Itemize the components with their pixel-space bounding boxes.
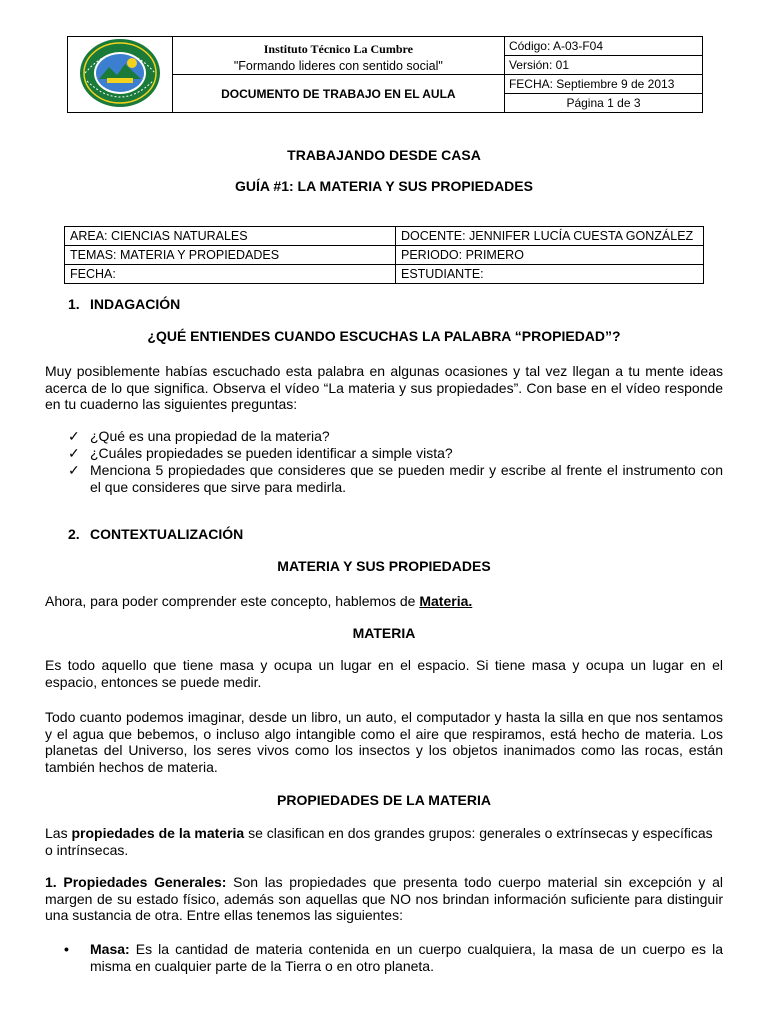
- section1-question: ¿QUÉ ENTIENDES CUANDO ESCUCHAS LA PALABRA “PROPIEDAD”?: [147, 328, 621, 344]
- info-topics: TEMAS: MATERIA Y PROPIEDADES: [65, 246, 396, 265]
- general-properties-text: Son las propiedades que presenta todo cuerpo material sin excepción y al margen de su estado físico, además son aquellas que NO nos brindan información suficiente para distinguir una sustancia de otra. Entre ellas tenemos las siguientes:: [45, 874, 723, 923]
- properties-pre: Las: [45, 825, 68, 841]
- question-item: [68, 428, 723, 445]
- checkmark-icon: ✓: [68, 428, 80, 444]
- properties-heading: PROPIEDADES DE LA MATERIA: [277, 792, 491, 808]
- section1-heading: INDAGACIÓN: [90, 296, 181, 312]
- general-properties-label: 1. Propiedades Generales:: [45, 874, 227, 890]
- doc-code: Código: A-03-F04: [504, 37, 702, 56]
- section2-intro: [45, 593, 723, 610]
- list-item: [64, 941, 723, 974]
- materia-paragraph-1: Es todo aquello que tiene masa y ocupa un lugar en el espacio. Si tiene masa y ocupa un lugar en el espacio, entonces se puede medir.: [45, 657, 723, 690]
- institution-cell: [172, 37, 504, 75]
- guide-title: GUÍA #1: LA MATERIA Y SUS PROPIEDADES: [235, 178, 533, 194]
- info-table: [64, 226, 704, 284]
- logo-cell: [68, 37, 173, 113]
- materia-heading: MATERIA: [352, 625, 416, 641]
- info-area: AREA: CIENCIAS NATURALES: [65, 227, 396, 246]
- section1-number: 1.: [68, 296, 80, 312]
- info-teacher: DOCENTE: JENNIFER LUCÍA CUESTA GONZÁLEZ: [396, 227, 704, 246]
- section2-heading: CONTEXTUALIZACIÓN: [90, 526, 244, 542]
- properties-post: se clasifican en dos grandes grupos: generales o extrínsecas y específicas o intrínsecas.: [45, 825, 713, 858]
- bullet-icon: •: [64, 941, 69, 957]
- section2-intro-text: Ahora, para poder comprender este concepto, hablemos de: [45, 593, 416, 609]
- institution-slogan: "Formando lideres con sentido social": [233, 58, 443, 73]
- school-crest-icon: [77, 37, 163, 109]
- general-properties-paragraph: [45, 874, 723, 924]
- section1-intro: Muy posiblemente habías escuchado esta palabra en algunas ocasiones y tal vez llegan a tu mente ideas acerca de lo que significa. Observa el vídeo “La materia y sus propiedades”. Con base en el vídeo responde en tu cuaderno las siguientes preguntas:: [45, 363, 723, 412]
- checkmark-icon: ✓: [68, 445, 80, 461]
- question-text: Menciona 5 propiedades que consideres que se pueden medir y escribe al frente el instrumento con el que consideres que sirve para medirla.: [90, 462, 723, 495]
- properties-bold: propiedades de la materia: [71, 825, 245, 841]
- question-item: [68, 462, 723, 495]
- properties-paragraph: [45, 825, 723, 858]
- materia-link[interactable]: Materia.: [419, 593, 473, 609]
- checkmark-icon: ✓: [68, 462, 80, 478]
- mass-definition: [64, 941, 723, 974]
- document-header-table: [67, 36, 703, 113]
- materia-paragraph-2: Todo cuanto podemos imaginar, desde un libro, un auto, el computador y hasta la silla en que nos sentamos y el agua que bebemos, o incluso algo intangible como el aire que respiramos, está hecho de materia. Los planetas del Universo, los seres vivos como los insectos y los objetos inanimados como las rocas, están también hechos de materia.: [45, 709, 723, 775]
- info-student: ESTUDIANTE:: [396, 265, 704, 284]
- info-period: PERIODO: PRIMERO: [396, 246, 704, 265]
- question-text: ¿Cuáles propiedades se pueden identificar a simple vista?: [90, 445, 453, 461]
- info-date: FECHA:: [65, 265, 396, 284]
- question-item: [68, 445, 723, 462]
- section2-number: 2.: [68, 526, 80, 542]
- doc-page: Página 1 de 3: [504, 94, 702, 113]
- mass-label: Masa:: [90, 941, 130, 957]
- main-title: TRABAJANDO DESDE CASA: [287, 147, 481, 163]
- doc-title-cell: [172, 75, 504, 113]
- doc-version: Versión: 01: [504, 56, 702, 75]
- institution-name: Instituto Técnico La Cumbre: [263, 41, 413, 56]
- doc-date: FECHA: Septiembre 9 de 2013: [504, 75, 702, 94]
- doc-title: DOCUMENTO DE TRABAJO EN EL AULA: [221, 86, 456, 101]
- mass-text: Es la cantidad de materia contenida en un cuerpo cualquiera, la masa de un cuerpo es la misma en cualquier parte de la Tierra o en otro planeta.: [90, 941, 724, 974]
- question-text: ¿Qué es una propiedad de la materia?: [90, 428, 330, 444]
- section2-subheading: MATERIA Y SUS PROPIEDADES: [277, 558, 491, 574]
